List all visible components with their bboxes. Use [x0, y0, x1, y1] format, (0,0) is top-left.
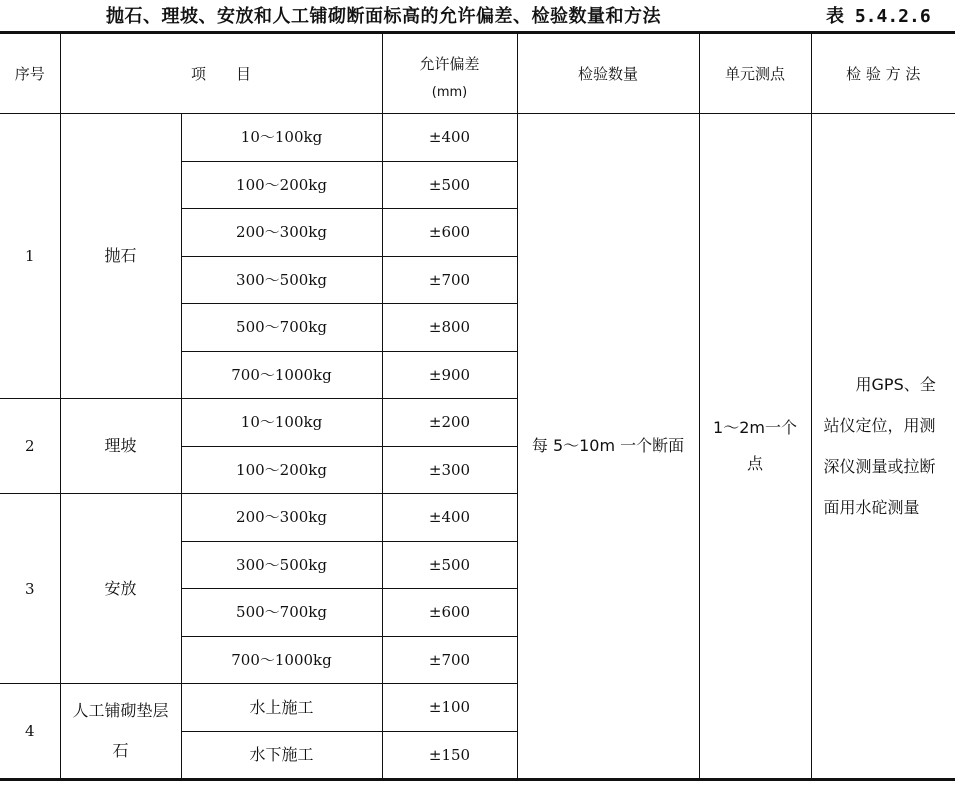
header-points: 单元测点 [699, 33, 811, 114]
row-seq: 4 [0, 684, 60, 780]
row-tolerance: ±600 [382, 209, 517, 257]
header-row [0, 33, 955, 114]
header-tolerance-unit: (mm) [431, 84, 468, 100]
row-seq: 2 [0, 399, 60, 494]
row-tolerance: ±300 [382, 446, 517, 494]
header-tolerance-label: 允许偏差 [419, 54, 480, 73]
inspection-method: 用GPS、全站仪定位，用测深仪测量或拉断面用水砣测量 [823, 375, 936, 517]
row-spec: 水上施工 [181, 684, 382, 732]
row-tolerance: ±400 [382, 494, 517, 542]
inspection-method-cell [811, 114, 955, 780]
row-tolerance: ±200 [382, 399, 517, 447]
unit-measuring-points: 1～2m一个点 [699, 114, 811, 780]
row-spec: 10～100kg [181, 399, 382, 447]
row-spec: 700～1000kg [181, 636, 382, 684]
row-spec: 水下施工 [181, 731, 382, 780]
row-tolerance: ±150 [382, 731, 517, 780]
title-row [0, 0, 955, 28]
row-spec: 100～200kg [181, 161, 382, 209]
row-seq: 3 [0, 494, 60, 684]
table-row [0, 114, 955, 162]
row-item-name: 人工铺砌垫层石 [60, 684, 181, 780]
row-seq: 1 [0, 114, 60, 399]
table-number: 表 5.4.2.6 [826, 6, 931, 27]
row-spec: 700～1000kg [181, 351, 382, 399]
table-body [0, 114, 955, 780]
row-spec: 500～700kg [181, 589, 382, 637]
row-tolerance: ±700 [382, 636, 517, 684]
row-item-name: 安放 [60, 494, 181, 684]
row-tolerance: ±800 [382, 304, 517, 352]
row-item-name: 抛石 [60, 114, 181, 399]
row-spec: 200～300kg [181, 494, 382, 542]
row-spec: 500～700kg [181, 304, 382, 352]
row-tolerance: ±500 [382, 161, 517, 209]
row-tolerance: ±900 [382, 351, 517, 399]
row-tolerance: ±400 [382, 114, 517, 162]
row-spec: 300～500kg [181, 256, 382, 304]
inspection-quantity: 每 5～10m 一个断面 [517, 114, 699, 780]
row-tolerance: ±100 [382, 684, 517, 732]
row-tolerance: ±500 [382, 541, 517, 589]
header-seq: 序号 [0, 33, 60, 114]
tolerance-table [0, 31, 955, 781]
row-spec: 100～200kg [181, 446, 382, 494]
header-item: 项 目 [60, 33, 382, 114]
header-quantity: 检验数量 [517, 33, 699, 114]
table-title: 抛石、理坡、安放和人工铺砌断面标高的允许偏差、检验数量和方法 [106, 6, 661, 27]
row-tolerance: ±700 [382, 256, 517, 304]
row-spec: 10～100kg [181, 114, 382, 162]
header-method: 检 验 方 法 [811, 33, 955, 114]
row-spec: 300～500kg [181, 541, 382, 589]
header-tolerance [382, 33, 517, 114]
row-tolerance: ±600 [382, 589, 517, 637]
row-item-name: 理坡 [60, 399, 181, 494]
row-spec: 200～300kg [181, 209, 382, 257]
